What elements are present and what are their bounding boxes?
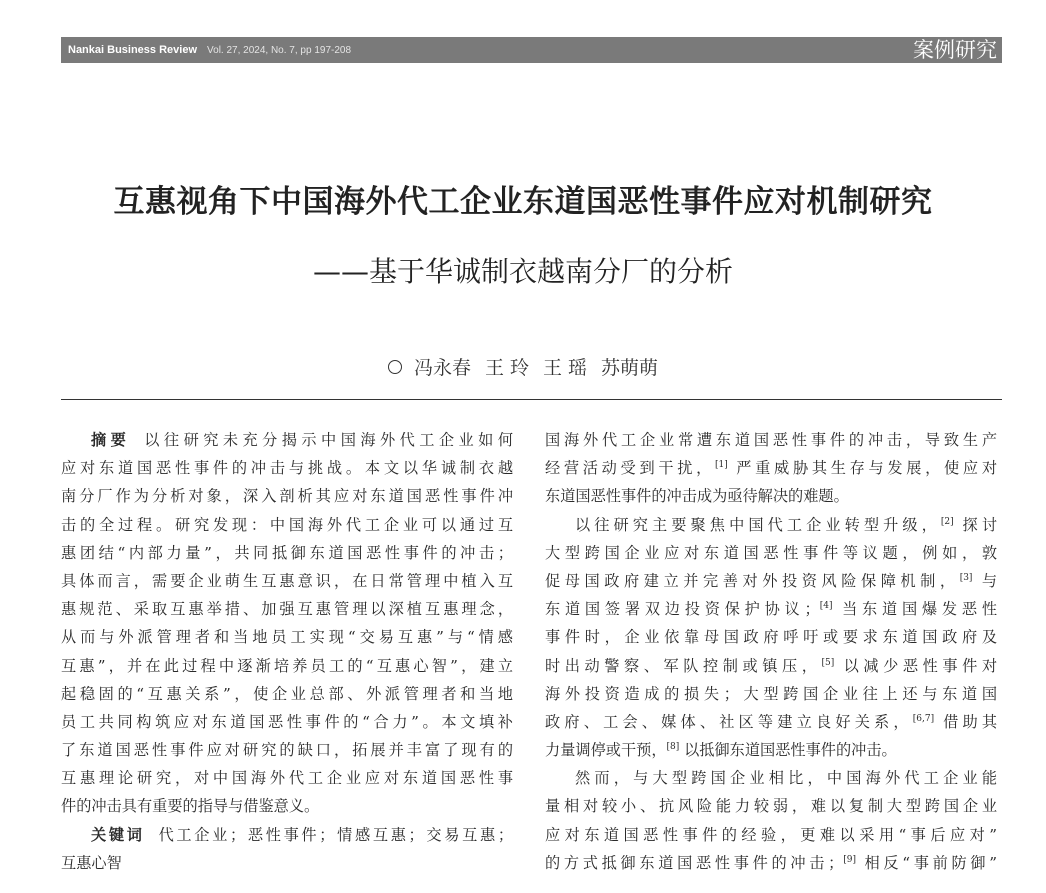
paper-subtitle: ——基于华诚制衣越南分厂的分析 [312, 255, 733, 288]
abstract-line: 具体而言，需要企业萌生互惠意识，在日常管理中植入互 [61, 571, 513, 590]
citation-ref: [8] [666, 742, 680, 752]
body-line: 力量调停或干预，[8] 以抵御东道国恶性事件的冲击。 [545, 741, 897, 760]
abstract-line: 惠团结“内部力量”，共同抵御东道国恶性事件的冲击； [61, 543, 513, 562]
abstract-line: 应对东道国恶性事件的冲击与挑战。本文以华诚制衣越 [61, 459, 513, 478]
author-name: 王 玲 [484, 357, 529, 379]
citation-ref: [2] [940, 516, 954, 527]
author-list [0, 353, 1046, 380]
circle-marker-icon [388, 360, 402, 374]
body-line: 东道国恶性事件的冲击成为亟待解决的难题。 [545, 487, 849, 506]
abstract-line: 员工共同构筑应对东道国恶性事件的“合力”。本文填补 [61, 712, 513, 731]
abstract-line: 了东道国恶性事件应对研究的缺口，拓展并丰富了现有的 [61, 741, 513, 760]
citation-ref: [9] [843, 854, 857, 865]
journal-header-bar [61, 37, 1002, 63]
keywords-line: 关键词 代工企业；恶性事件；情感互惠；交易互惠； [91, 825, 513, 844]
abstract-line: 摘要 以往研究未充分揭示中国海外代工企业如何 [91, 431, 513, 449]
abstract-line: 从而与外派管理者和当地员工实现“交易互惠”与“情感 [61, 628, 513, 647]
body-line: 然而，与大型跨国企业相比，中国海外代工企业能 [575, 769, 997, 788]
body-line: 国海外代工企业常遭东道国恶性事件的冲击，导致生产 [545, 431, 997, 449]
body-line: 事件时，企业依靠母国政府呼吁或要求东道国政府及 [545, 628, 997, 647]
body-line: 东道国签署双边投资保护协议；[4] 当东道国爆发恶性 [545, 600, 997, 619]
body-line: 海外投资造成的损失；大型跨国企业往上还与东道国 [545, 684, 997, 703]
journal-name: Nankai Business Review [68, 44, 198, 56]
abstract-line: 起稳固的“互惠关系”，使企业总部、外派管理者和当地 [61, 684, 513, 703]
abstract-line: 互惠”，并在此过程中逐渐培养员工的“互惠心智”，建立 [61, 656, 513, 675]
body-line: 应对东道国恶性事件的经验，更难以采用“事后应对” [545, 825, 997, 844]
body-line: 大型跨国企业应对东道国恶性事件等议题，例如，敦 [545, 543, 997, 562]
body-line: 政府、工会、媒体、社区等建立良好关系，[6,7] 借助其 [545, 712, 997, 731]
citation-ref: [5] [821, 657, 835, 668]
keywords-line: 互惠心智 [61, 853, 122, 872]
abstract-label: 摘要 [91, 431, 131, 449]
abstract-column [61, 426, 513, 877]
abstract-line: 南分厂作为分析对象，深入剖析其应对东道国恶性事件冲 [61, 487, 513, 506]
body-column [545, 426, 997, 877]
body-line: 时出动警察、军队控制或镇压，[5] 以减少恶性事件对 [545, 656, 997, 675]
citation-ref: [3] [959, 572, 973, 583]
journal-info [61, 44, 351, 56]
volume-info: Vol. 27, 2024, No. 7, pp 197-208 [207, 45, 352, 56]
body-line: 量相对较小、抗风险能力较弱，难以复制大型跨国企业 [545, 797, 997, 816]
body-line: 经营活动受到干扰，[1] 严重威胁其生存与发展，使应对 [545, 459, 997, 478]
paper-title: 互惠视角下中国海外代工企业东道国恶性事件应对机制研究 [113, 184, 933, 220]
body-line: 促母国政府建立并完善对外投资风险保障机制，[3] 与 [545, 571, 997, 590]
keywords-label: 关键词 [91, 825, 145, 844]
citation-ref: [6,7] [912, 713, 935, 724]
citation-ref: [1] [715, 460, 728, 471]
body-line: 的方式抵御东道国恶性事件的冲击；[9] 相反“事前防御” [545, 853, 997, 872]
abstract-line: 击的全过程。研究发现：中国海外代工企业可以通过互 [61, 515, 513, 534]
abstract-line: 件的冲击具有重要的指导与借鉴意义。 [61, 797, 320, 816]
citation-ref: [4] [819, 601, 833, 612]
author-name: 冯永春 [413, 357, 471, 379]
body-line: 以往研究主要聚焦中国代工企业转型升级，[2] 探讨 [575, 515, 997, 534]
section-label: 案例研究 [913, 38, 997, 62]
abstract-line: 惠规范、采取互惠举措、加强互惠管理以深植互惠理念， [61, 600, 513, 619]
title-divider [61, 399, 1002, 400]
abstract-line: 互惠理论研究，对中国海外代工企业应对东道国恶性事 [61, 769, 513, 788]
author-name: 苏萌萌 [601, 357, 659, 379]
author-name: 王 瑶 [543, 357, 588, 379]
